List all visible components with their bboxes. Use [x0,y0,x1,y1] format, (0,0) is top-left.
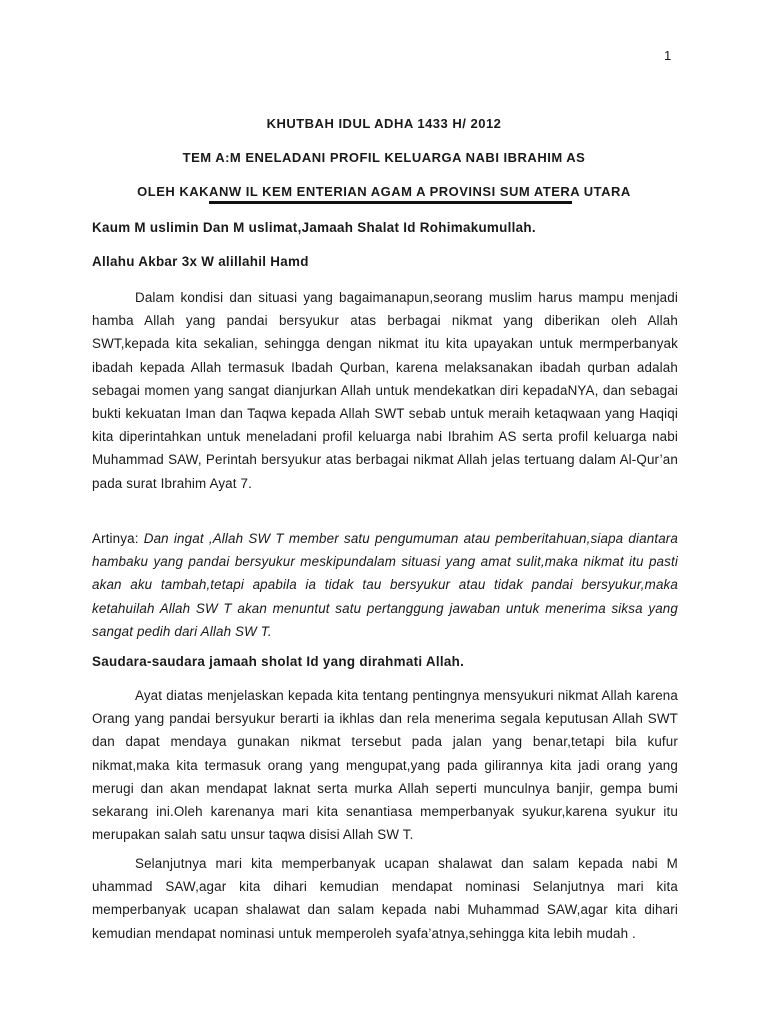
title-underline [209,201,572,204]
translation-text: Dan ingat ,Allah SW T member satu pengumuman atau pemberitahuan,siapa diantara hambaku yang pandai bersyukur meskipundalam situasi yang amat sulit,maka nikmat itu pasti akan aku tambah,tetapi apabila ia tidak tau bersyukur atau tidak pandai bersyukur,maka ketahuilah Allah SW T akan menuntut satu pertanggung jawaban untuk menerima siksa yang sangat pedih dari Allah SW T. [92,531,679,639]
document-theme: TEM A:M ENELADANI PROFIL KELUARGA NABI IBRAHIM AS [182,150,586,165]
translation-label: Artinya: [92,531,144,546]
section-subheading: Saudara-saudara jamaah sholat Id yang dirahmati Allah. [92,654,465,669]
document-author: OLEH KAKANW IL KEM ENTERIAN AGAM A PROVINSI SUM ATERA UTARA [137,184,631,199]
greeting-line: Kaum M uslimin Dan M uslimat,Jamaah Shalat Id Rohimakumullah. [92,220,536,235]
body-paragraph-1: Dalam kondisi dan situasi yang bagaimanapun,seorang muslim harus mampu menjadi hamba Allah yang pandai bersyukur atas berbagai nikmat yang diberikan oleh Allah SWT,kepada kita sekalian, sehingga dengan nikmat itu kita upayakan untuk mermperbanyak ibadah kepada Allah termasuk Ibadah Qurban, karena melaksanakan ibadah qurban adalah sebagai momen yang sangat dianjurkan Allah untuk mendekatkan diri kepadaNYA, dan sebagai bukti kekuatan Iman dan Taqwa kepada Allah SWT sebab untuk meraih ketaqwaan yang Haqiqi kita diperintahkan untuk meneladani profil keluarga nabi Ibrahim AS serta profil keluarga nabi Muhammad SAW, Perintah bersyukur atas berbagai nikmat Allah jelas tertuang dalam Al-Qur’an pada surat Ibrahim Ayat 7. [92,290,678,491]
takbir-line: Allahu Akbar 3x W alillahil Hamd [92,254,309,269]
translation-paragraph [92,527,678,643]
body-paragraph-2: Ayat diatas menjelaskan kepada kita tentang pentingnya mensyukuri nikmat Allah karena Orang yang pandai bersyukur berarti ia ikhlas dan rela menerima segala keputusan Allah SWT dan dapat mendaya gunakan nikmat tersebut pada jalan yang benar,tetapi bila kufur nikmat,maka kita termasuk orang yang mengupat,yang pada gilirannya kita jadi orang yang merugi dan akan mendapat laknat serta murka Allah seperti munculnya banjir, gempa bumi sekarang ini.Oleh karenanya mari kita senantiasa memperbanyak syukur,karena syukur itu merupakan salah satu unsur taqwa disisi Allah SW T. [92,688,678,843]
body-paragraph-3: Selanjutnya mari kita memperbanyak ucapan shalawat dan salam kepada nabi M uhammad SAW,agar kita dihari kemudian mendapat nominasi Selanjutnya mari kita memperbanyak ucapan shalawat dan salam kepada nabi Muhammad SAW,agar kita dihari kemudian mendapat nominasi untuk memperoleh syafa’atnya,sehingga kita lebih mudah . [92,856,678,941]
document-title: KHUTBAH IDUL ADHA 1433 H/ 2012 [266,116,502,131]
page-number: 1 [664,48,672,63]
